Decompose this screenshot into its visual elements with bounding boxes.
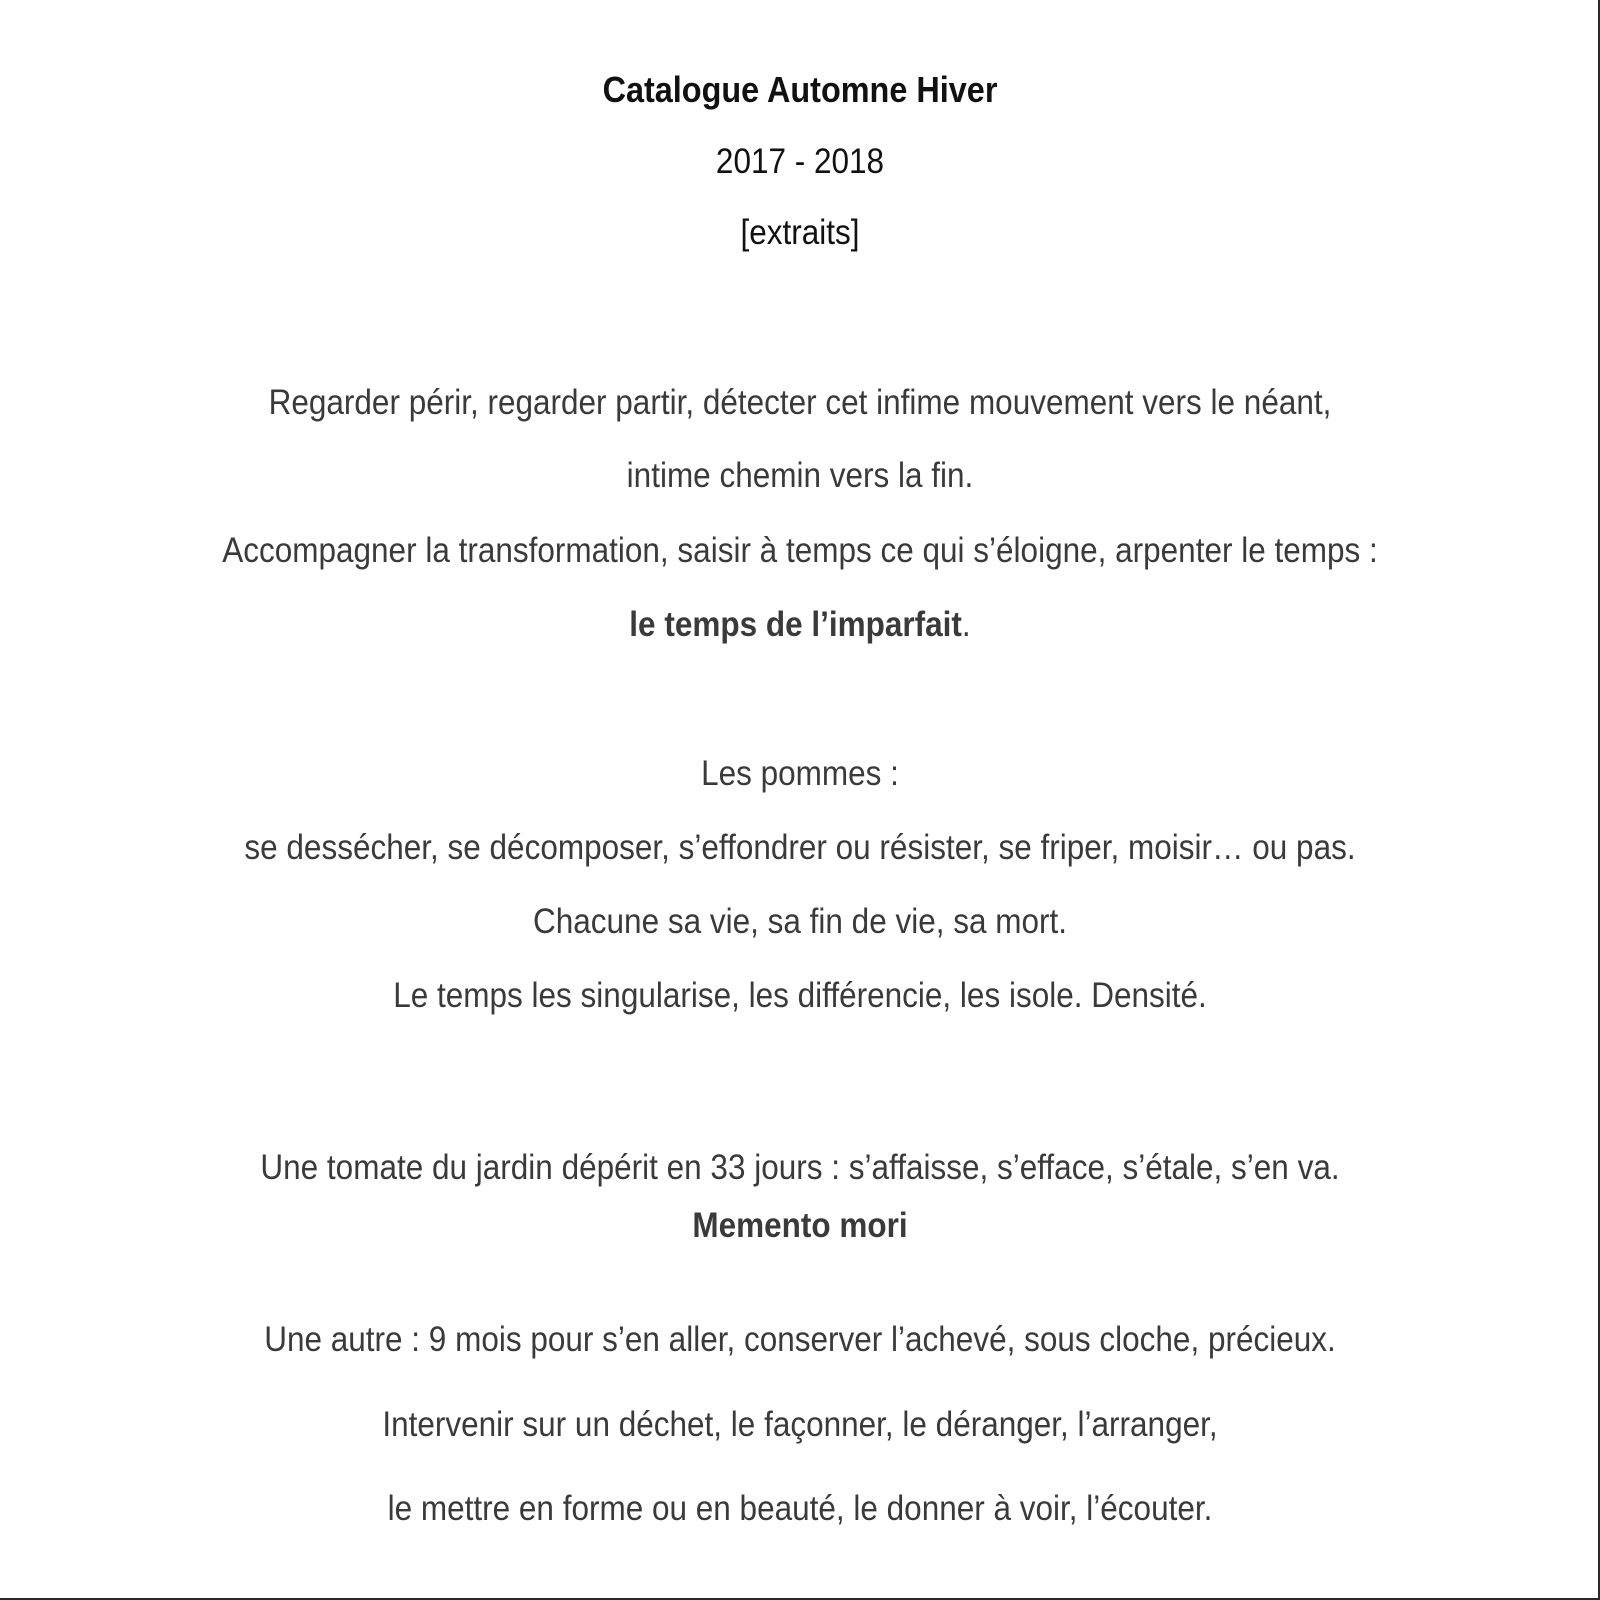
intro-line-1: Regarder périr, regarder partir, détecter cet infime mouvement vers le néant, [268,383,1332,422]
imparfait-emphasis: le temps de l’imparfait [629,605,962,644]
catalogue-years: 2017 - 2018 [715,142,885,181]
intro-line-4 [80,605,1520,645]
autre-line-3: le mettre en forme ou en beauté, le donner à voir, l’écouter. [387,1489,1213,1528]
intro-line-2: intime chemin vers la fin. [626,456,974,495]
autre-line-2: Intervenir sur un déchet, le façonner, le déranger, l’arranger, [382,1405,1218,1444]
pommes-heading: Les pommes : [701,754,899,793]
pommes-line-2: Chacune sa vie, sa fin de vie, sa mort. [532,902,1068,941]
intro-line-4-end: . [961,605,971,644]
memento-mori: Memento mori [692,1206,908,1245]
tomate-line-1: Une tomate du jardin dépérit en 33 jours : s’affaisse, s’efface, s’étale, s’en va. [260,1148,1340,1187]
intro-line-3: Accompagner la transformation, saisir à temps ce qui s’éloigne, arpenter le temps : [222,531,1378,570]
pommes-line-1: se dessécher, se décomposer, s’effondrer ou résister, se friper, moisir… ou pas. [244,828,1356,867]
catalogue-subtitle: [extraits] [740,213,860,252]
pommes-line-3: Le temps les singularise, les différencie, les isole. Densité. [393,976,1207,1015]
catalogue-title: Catalogue Automne Hiver [602,69,998,110]
autre-line-1: Une autre : 9 mois pour s’en aller, conserver l’achevé, sous cloche, précieux. [264,1320,1336,1359]
